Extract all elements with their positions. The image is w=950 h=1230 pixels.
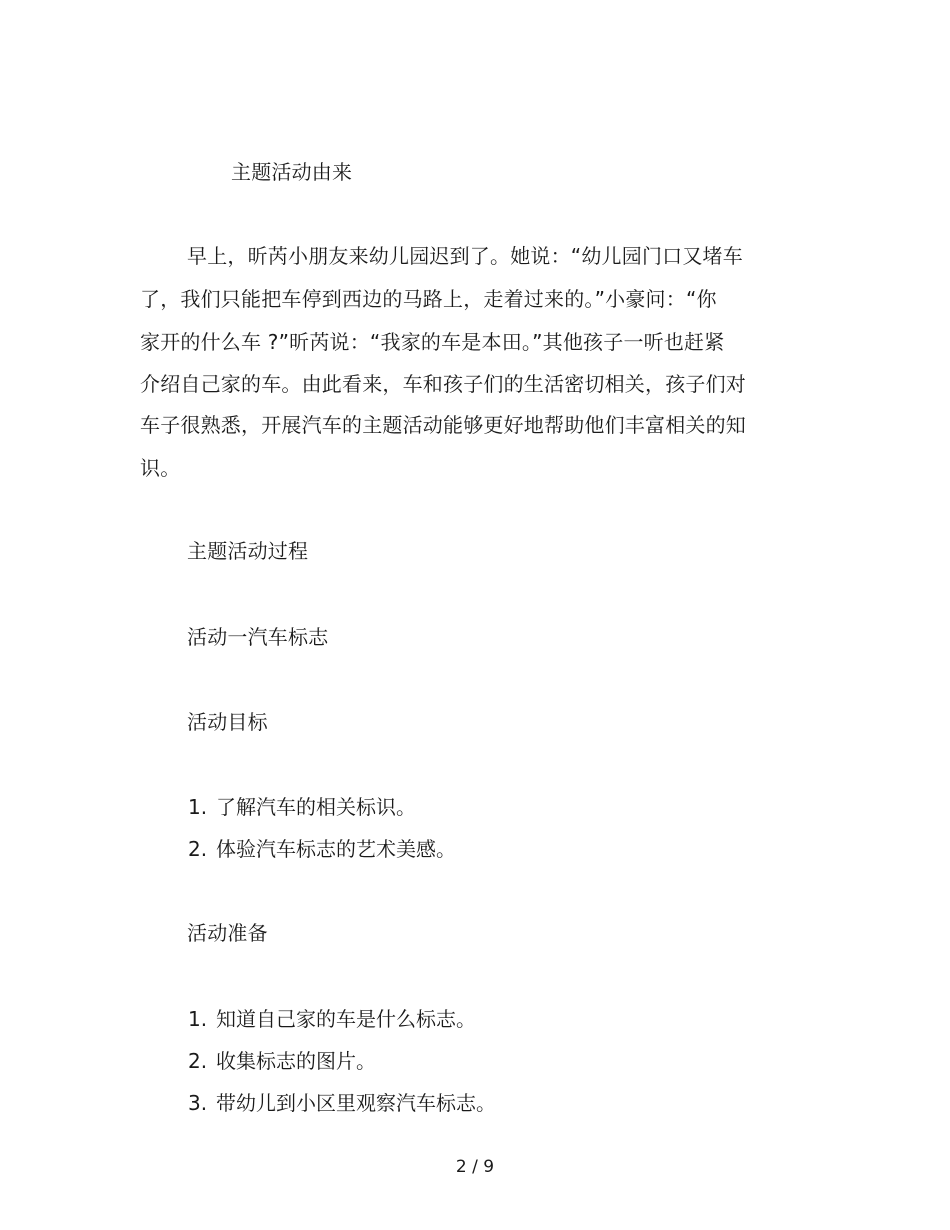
paragraph-line: 车子很熟悉，开展汽车的主题活动能够更好地帮助他们丰富相关的知 (140, 413, 746, 437)
paragraph-line: 早上，昕芮小朋友来幼儿园迟到了。她说：“幼儿园门口又堵车 (187, 244, 743, 268)
paragraph-line: 识。 (140, 456, 181, 480)
list-text: 了解汽车的相关标识。 (216, 795, 416, 819)
list-number: 3. (188, 1091, 208, 1115)
heading-activity-one: 活动一汽车标志 (187, 625, 329, 649)
list-number: 1. (188, 1007, 208, 1031)
paragraph-line: 介绍自己家的车。由此看来，车和孩子们的生活密切相关，孩子们对 (140, 372, 746, 396)
heading-goals: 活动目标 (187, 710, 268, 734)
list-item (188, 837, 456, 861)
list-number: 2. (188, 837, 208, 861)
list-item (188, 1049, 376, 1073)
page-number: 2 / 9 (455, 1157, 495, 1177)
list-text: 体验汽车标志的艺术美感。 (216, 837, 456, 861)
list-text: 带幼儿到小区里观察汽车标志。 (216, 1091, 496, 1115)
list-item (188, 1091, 496, 1115)
list-number: 1. (188, 795, 208, 819)
list-number: 2. (188, 1049, 208, 1073)
list-item (188, 1007, 476, 1031)
heading-preparation: 活动准备 (187, 921, 268, 945)
list-text: 收集标志的图片。 (216, 1049, 376, 1073)
heading-process: 主题活动过程 (187, 539, 309, 563)
list-text: 知道自己家的车是什么标志。 (216, 1007, 476, 1031)
paragraph-line: 了，我们只能把车停到西边的马路上，走着过来的。”小豪问：“你 (140, 287, 717, 311)
heading-origin: 主题活动由来 (231, 160, 353, 184)
paragraph-line: 家开的什么车 ?”昕芮说：“我家的车是本田。”其他孩子一听也赶紧 (140, 330, 725, 354)
list-item (188, 795, 416, 819)
